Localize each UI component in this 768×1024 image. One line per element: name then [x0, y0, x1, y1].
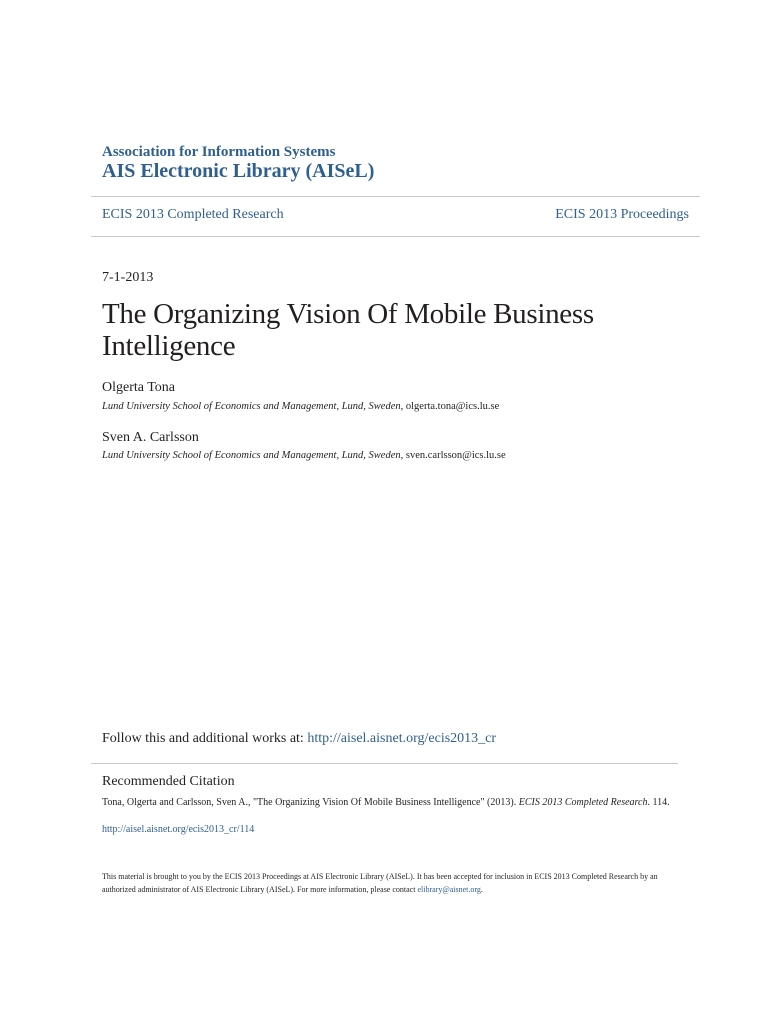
author-name: Olgerta Tona — [102, 380, 176, 395]
author-email: sven.carlsson@ics.lu.se — [405, 450, 506, 461]
footer-note — [102, 871, 672, 896]
citation-series: ECIS 2013 Completed Research — [518, 797, 648, 808]
paper-title: The Organizing Vision Of Mobile Business Intelligence — [102, 298, 594, 362]
proceedings-link[interactable]: ECIS 2013 Proceedings — [555, 207, 689, 222]
follow-link[interactable]: http://aisel.aisnet.org/ecis2013_cr — [307, 731, 497, 746]
affiliation-text: Lund University School of Economics and Management, Lund, Sweden — [102, 450, 401, 461]
library-name-link[interactable]: AIS Electronic Library (AISeL) — [102, 160, 375, 182]
citation-number: . 114. — [647, 797, 670, 808]
completed-research-link[interactable]: ECIS 2013 Completed Research — [102, 207, 284, 222]
footer-text: This material is brought to you by the ECIS 2013 Proceedings at AIS Electronic Library (AISeL). It has been accepted for inclusion in ECIS 2013 Completed Research by an authorized administrator of AIS Electronic Library (AISeL). For more information, please contact — [102, 872, 658, 894]
follow-text: Follow this and additional works at: — [102, 731, 308, 746]
divider-citation — [91, 763, 678, 764]
divider-nav — [91, 236, 700, 237]
org-name: Association for Information Systems — [102, 144, 336, 160]
author-affiliation — [102, 450, 506, 461]
footer-end: . — [480, 884, 483, 894]
citation-heading: Recommended Citation — [102, 774, 235, 789]
contact-email-link[interactable]: elibrary@aisnet.org — [417, 884, 481, 894]
citation-link[interactable]: http://aisel.aisnet.org/ecis2013_cr/114 — [102, 824, 255, 835]
author-email: olgerta.tona@ics.lu.se — [405, 401, 500, 412]
author-affiliation — [102, 401, 499, 412]
follow-line — [102, 731, 496, 747]
affiliation-sep: , — [400, 401, 406, 412]
citation-authors-title: Tona, Olgerta and Carlsson, Sven A., "The Organizing Vision Of Mobile Business Intelligence" (2013). — [102, 797, 519, 808]
affiliation-sep: , — [400, 450, 406, 461]
affiliation-text: Lund University School of Economics and Management, Lund, Sweden — [102, 401, 401, 412]
divider-top — [91, 196, 700, 197]
citation-text — [102, 796, 672, 809]
author-name: Sven A. Carlsson — [102, 430, 199, 445]
publication-date: 7-1-2013 — [102, 270, 154, 285]
